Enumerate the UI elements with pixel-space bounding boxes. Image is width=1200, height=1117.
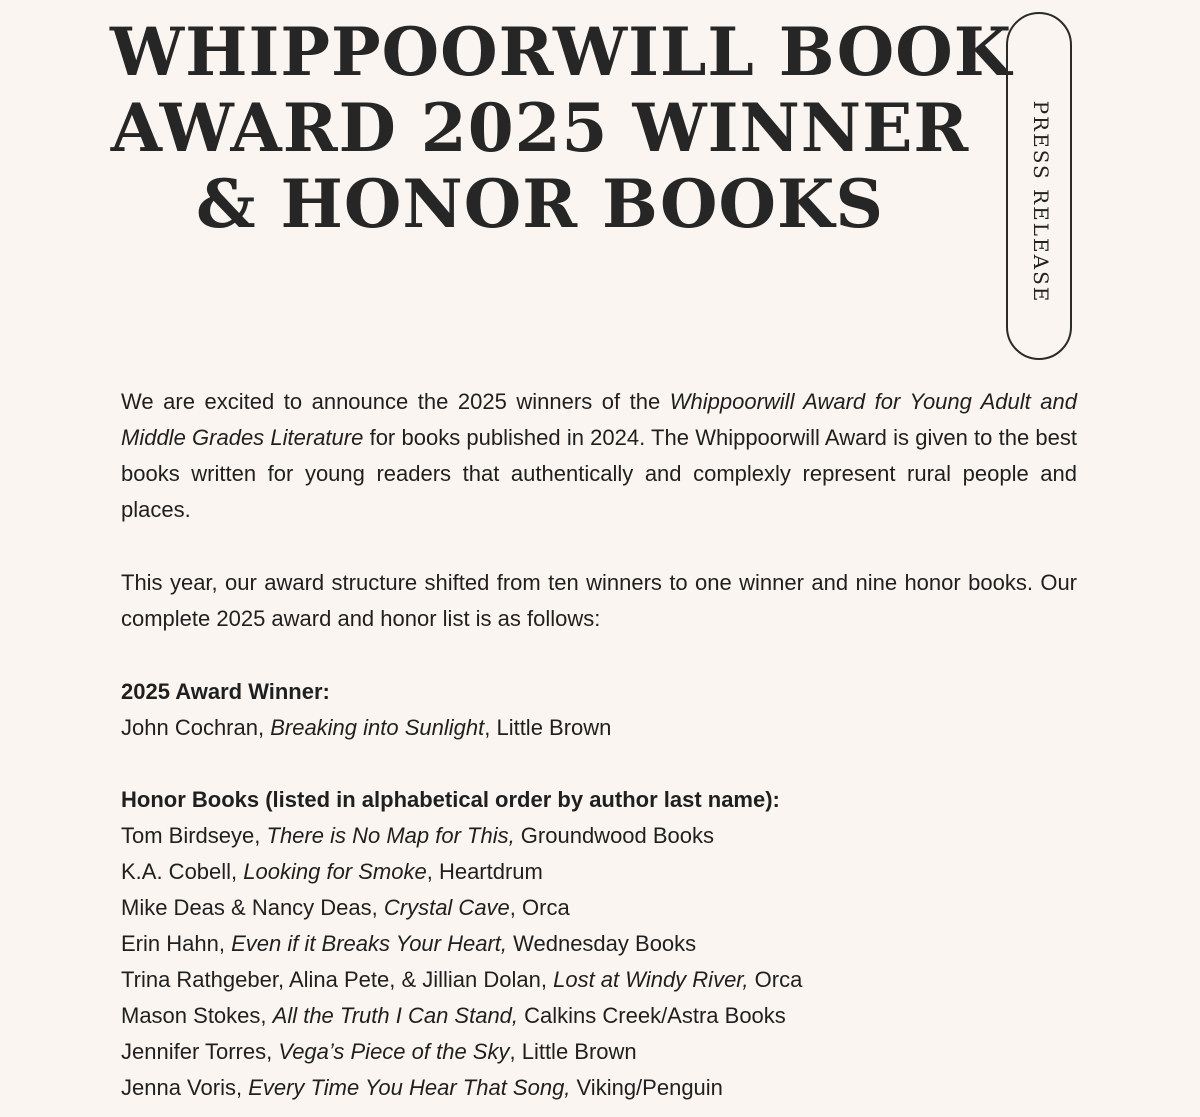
press-release-badge	[1006, 12, 1072, 360]
intro-paragraph	[121, 384, 1077, 528]
book-publisher: , Orca	[509, 895, 570, 920]
book-author: Mason Stokes,	[121, 1003, 273, 1028]
structure-paragraph: This year, our award structure shifted from ten winners to one winner and nine honor books. Our complete 2025 award and honor list is as follows:	[121, 570, 1077, 631]
book-publisher: Wednesday Books	[507, 931, 697, 956]
intro-text: We are excited to announce the 2025 winners of the	[121, 389, 670, 414]
title-line: & HONOR BOOKS	[195, 165, 885, 243]
book-author: Jenna Voris,	[121, 1075, 249, 1100]
intro-text: for books published in 2024. The Whippoorwill Award is given to the best books written for young readers that authentically and complexly represent rural people and places.	[121, 425, 1077, 522]
book-title: Looking for Smoke	[243, 859, 427, 884]
honor-book-entry	[121, 998, 1077, 1034]
honor-book-entry	[121, 818, 1077, 854]
book-author: Mike Deas & Nancy Deas,	[121, 895, 384, 920]
honor-book-entry	[121, 926, 1077, 962]
book-publisher: Orca	[748, 967, 803, 992]
book-title: Crystal Cave	[383, 895, 510, 920]
honor-book-entry	[121, 1034, 1077, 1070]
book-publisher: Calkins Creek/Astra Books	[518, 1003, 786, 1028]
book-title: Breaking into Sunlight	[270, 715, 485, 740]
honor-book-entry	[121, 854, 1077, 890]
book-publisher: Viking/Penguin	[570, 1075, 723, 1100]
winner-heading: 2025 Award Winner:	[121, 679, 330, 704]
book-title: There is No Map for This,	[266, 823, 515, 848]
book-author: Trina Rathgeber, Alina Pete, & Jillian Dolan,	[121, 967, 554, 992]
book-title: Vega’s Piece of the Sky	[278, 1039, 510, 1064]
award-name: Whippoorwill Award for Young Adult and Middle Grades Literature	[121, 389, 1077, 450]
book-publisher: , Little Brown	[484, 715, 612, 740]
winner-entry	[121, 710, 1077, 746]
book-author: Erin Hahn,	[121, 931, 232, 956]
book-title: All the Truth I Can Stand,	[272, 1003, 519, 1028]
book-publisher: , Heartdrum	[426, 859, 543, 884]
title-line: WHIPPOORWILL BOOK	[110, 13, 1013, 91]
book-title: Even if it Breaks Your Heart,	[231, 931, 508, 956]
page-title	[110, 13, 1013, 243]
book-author: John Cochran,	[121, 715, 271, 740]
book-publisher: Groundwood Books	[514, 823, 715, 848]
press-release-label: PRESS RELEASE	[1029, 100, 1053, 304]
honor-books-heading: Honor Books (listed in alphabetical order by author last name):	[121, 787, 780, 812]
title-line: AWARD 2025 WINNER	[110, 89, 970, 167]
book-publisher: , Little Brown	[509, 1039, 637, 1064]
book-title: Lost at Windy River,	[553, 967, 749, 992]
book-title: Every Time You Hear That Song,	[248, 1075, 571, 1100]
honor-book-entry	[121, 890, 1077, 926]
honor-books-section	[121, 782, 1077, 1106]
honor-book-entry	[121, 1070, 1077, 1106]
book-author: K.A. Cobell,	[121, 859, 244, 884]
winner-section	[121, 674, 1077, 746]
honor-book-entry	[121, 962, 1077, 998]
book-author: Tom Birdseye,	[121, 823, 267, 848]
book-author: Jennifer Torres,	[121, 1039, 279, 1064]
